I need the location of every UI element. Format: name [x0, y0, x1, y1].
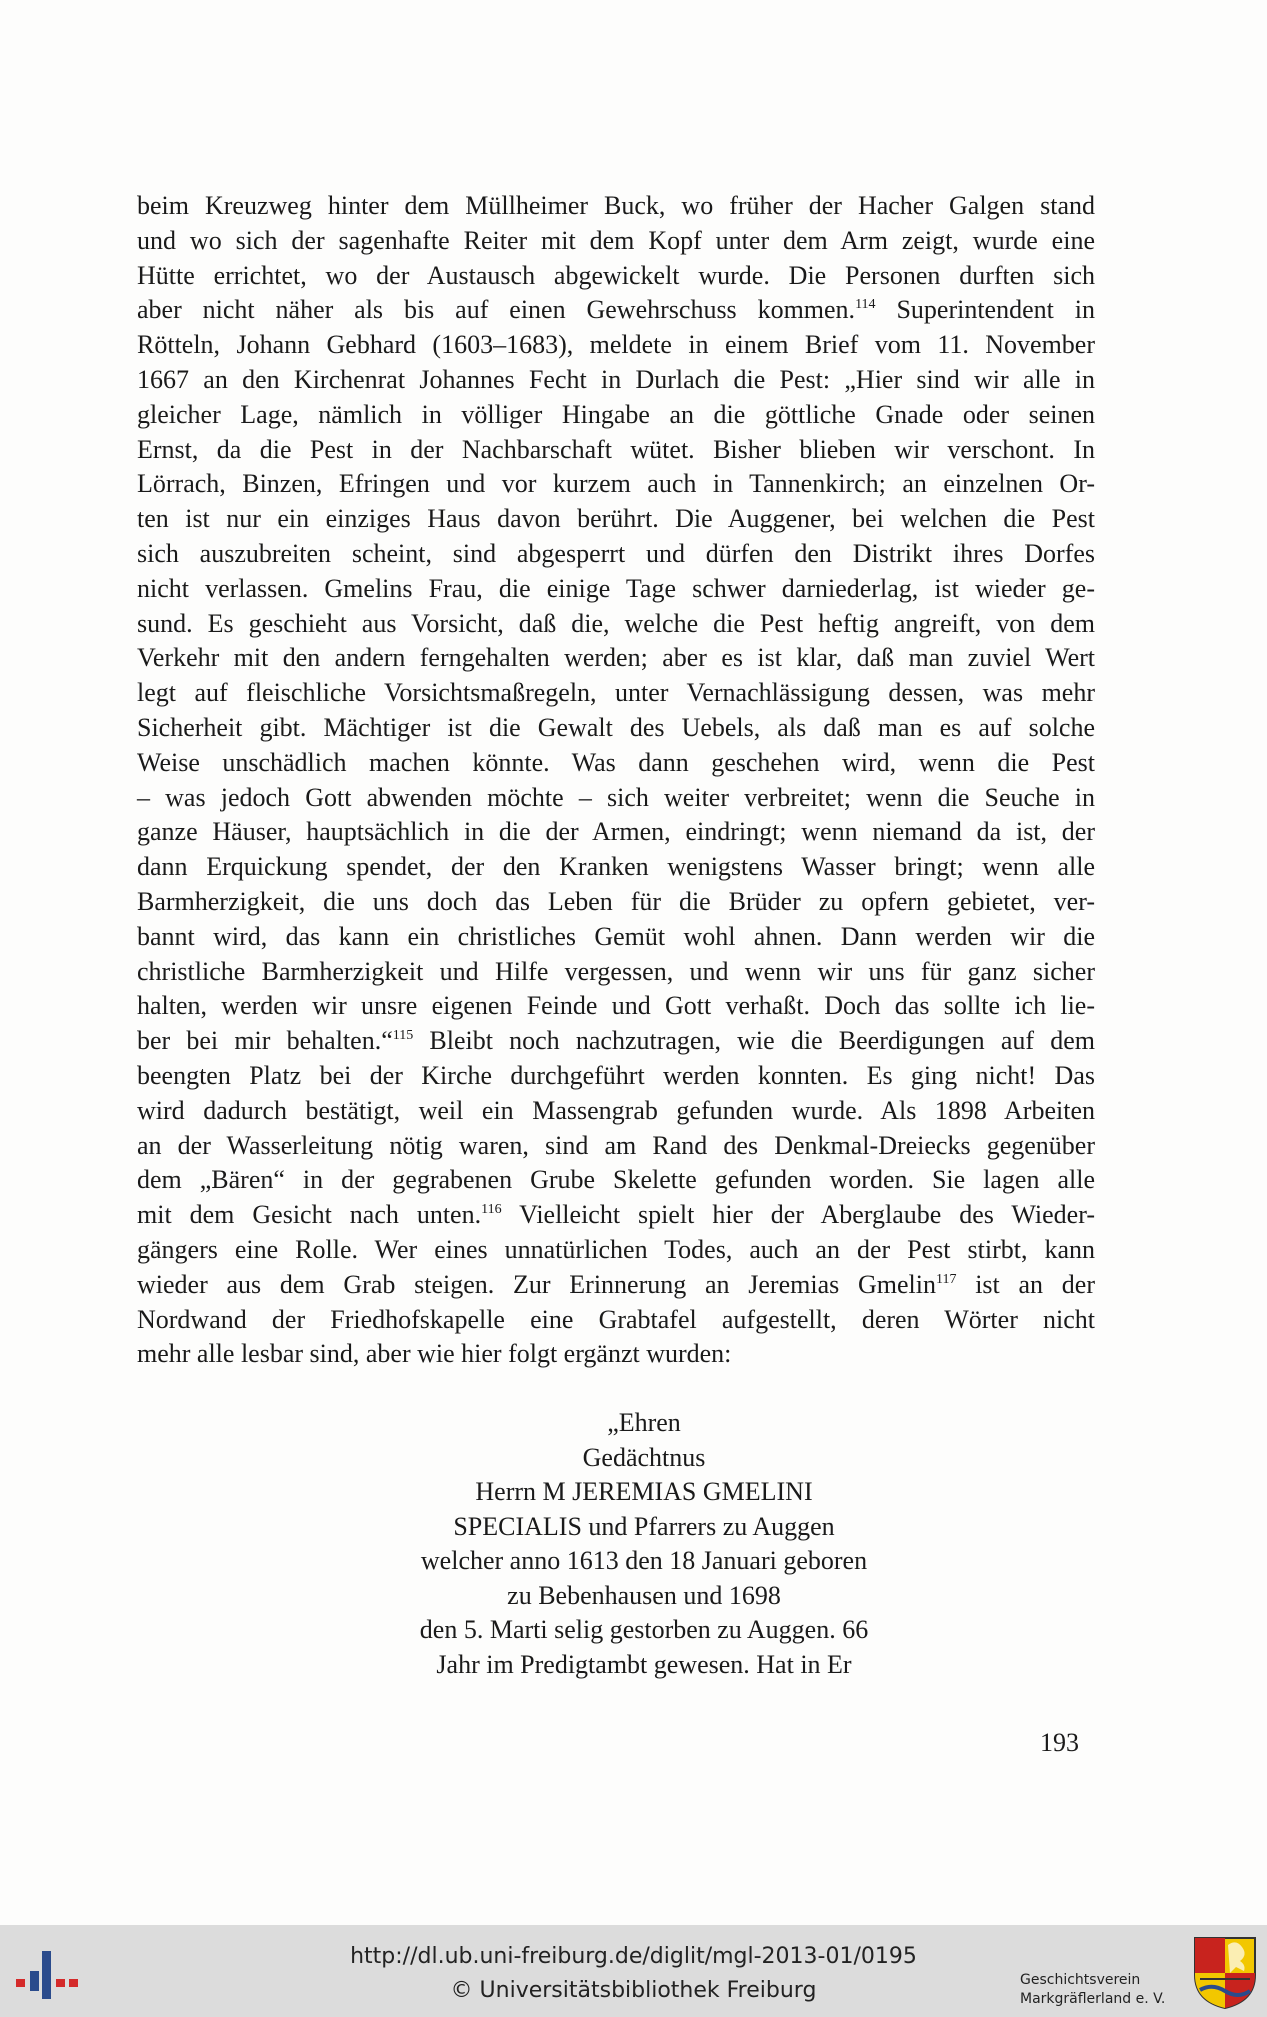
grave-inscription — [250, 1406, 1038, 1682]
footer-copyright: © Universitätsbibliothek Freiburg — [450, 1978, 817, 2003]
society-name — [1020, 1971, 1165, 2009]
society-name-line1: Geschichtsverein — [1020, 1972, 1141, 1988]
text-line: sund. Es geschieht aus Vorsicht, daß die, welche die Pest heftig angreift, von dem — [137, 608, 1095, 638]
text-line: wird dadurch bestätigt, weil ein Massengrab gefunden wurde. Als 1898 Arbeiten — [137, 1095, 1095, 1125]
inscription-line: Gedächtnus — [582, 1442, 706, 1472]
footnote-marker: 114 — [855, 297, 876, 313]
text-line: bannt wird, das kann ein christliches Gemüt wohl ahnen. Dann werden wir die — [137, 921, 1095, 951]
text-line: Sicherheit gibt. Mächtiger ist die Gewalt des Uebels, als daß man es auf solche — [137, 712, 1095, 742]
footer-url-link[interactable]: http://dl.ub.uni-freiburg.de/diglit/mgl-2013-01/0195 — [350, 1944, 917, 1969]
page-number: 193 — [1040, 1728, 1079, 1757]
text-line: gängers eine Rolle. Wer eines unnatürlichen Todes, auch an der Pest stirbt, kann — [137, 1234, 1095, 1264]
coat-of-arms-icon — [1192, 1935, 1258, 2011]
inscription-line: zu Bebenhausen und 1698 — [507, 1580, 781, 1610]
text-line: dem „Bären“ in der gegrabenen Grube Skelette gefunden worden. Sie lagen alle — [137, 1165, 1095, 1195]
text-line: Lörrach, Binzen, Efringen und vor kurzem auch in Tannenkirch; an einzelnen Or- — [137, 469, 1095, 499]
text-line: ten ist nur ein einziges Haus davon berührt. Die Auggener, bei welchen die Pest — [137, 504, 1095, 534]
footer-bar — [0, 1925, 1267, 2017]
text-line: Verkehr mit den andern ferngehalten werden; aber es ist klar, daß man zuviel Wert — [137, 643, 1095, 673]
inscription-line: den 5. Marti selig gestorben zu Auggen. 66 — [419, 1615, 869, 1644]
text-line: Rötteln, Johann Gebhard (1603–1683), meldete in einem Brief vom 11. November — [137, 330, 1095, 360]
inscription-line: SPECIALIS und Pfarrers zu Auggen — [453, 1511, 835, 1541]
text-line: beim Kreuzweg hinter dem Müllheimer Buck, wo früher der Hacher Galgen stand — [137, 191, 1095, 220]
footnote-marker: 117 — [935, 1271, 957, 1287]
text-line: – was jedoch Gott abwenden möchte – sich weiter verbreitet; wenn die Seuche in — [137, 782, 1095, 812]
text-line: an der Wasserleitung nötig waren, sind am Rand des Denkmal-Dreiecks gegenüber — [137, 1130, 1095, 1160]
text-line: ber bei mir behalten.“$^{115}$ Bleibt noch nachzutragen, wie die Beerdigungen auf dem — [137, 1026, 1095, 1056]
text-line: christliche Barmherzigkeit und Hilfe vergessen, und wenn wir uns für ganz sicher — [137, 956, 1095, 986]
text-line: Ernst, da die Pest in der Nachbarschaft wütet. Bisher blieben wir verschont. In — [137, 434, 1095, 464]
footnote-marker: 116 — [481, 1202, 502, 1218]
text-line: Barmherzigkeit, die uns doch das Leben für die Brüder zu opfern gebietet, ver- — [137, 886, 1095, 916]
inscription-line: „Ehren — [607, 1408, 681, 1437]
inscription-line: Jahr im Predigtambt gewesen. Hat in Er — [436, 1649, 852, 1679]
text-line: mehr alle lesbar sind, aber wie hier folgt ergänzt wurden: — [137, 1339, 732, 1369]
text-line: aber nicht näher als bis auf einen Gewehrschuss kommen.$^{114}$ Superintendent in — [137, 295, 1095, 325]
footnote-marker: 115 — [392, 1028, 414, 1044]
text-line: nicht verlassen. Gmelins Frau, die einige Tage schwer darniederlag, ist wieder ge- — [137, 573, 1095, 603]
text-line: gleicher Lage, nämlich in völliger Hingabe an die göttliche Gnade oder seinen — [137, 399, 1095, 429]
text-line: mit dem Gesicht nach unten.$^{116}$ Vielleicht spielt hier der Aberglaube des Wieder- — [137, 1200, 1096, 1230]
text-line: und wo sich der sagenhafte Reiter mit dem Kopf unter dem Arm zeigt, wurde eine — [137, 225, 1095, 255]
text-line: ganze Häuser, hauptsächlich in die der Armen, eindringt; wenn niemand da ist, der — [137, 817, 1095, 847]
inscription-line: Herrn M JEREMIAS GMELINI — [475, 1477, 813, 1506]
text-line: wieder aus dem Grab steigen. Zur Erinnerung an Jeremias Gmelin$^{117}$ ist an der — [137, 1269, 1095, 1299]
text-line: 1667 an den Kirchenrat Johannes Fecht in Durlach die Pest: „Hier sind wir alle in — [137, 364, 1095, 394]
body-text — [137, 189, 1095, 1372]
text-line: halten, werden wir unsre eigenen Feinde und Gott verhaßt. Doch das sollte ich lie- — [137, 991, 1095, 1021]
text-line: Nordwand der Friedhofskapelle eine Grabtafel aufgestellt, deren Wörter nicht — [137, 1304, 1095, 1334]
text-line: Hütte errichtet, wo der Austausch abgewickelt wurde. Die Personen durften sich — [137, 260, 1095, 290]
society-name-line2: Markgräflerland e. V. — [1020, 1991, 1166, 2007]
inscription-line: welcher anno 1613 den 18 Januari geboren — [420, 1546, 868, 1575]
text-line: sich auszubreiten scheint, sind abgesperrt und dürfen den Distrikt ihres Dorfes — [137, 538, 1095, 568]
text-line: Weise unschädlich machen könnte. Was dann geschehen wird, wenn die Pest — [137, 747, 1095, 777]
text-line: legt auf fleischliche Vorsichtsmaßregeln, unter Vernachlässigung dessen, was mehr — [137, 678, 1095, 708]
text-line: beengten Platz bei der Kirche durchgeführt werden konnten. Es ging nicht! Das — [137, 1060, 1095, 1090]
text-line: dann Erquickung spendet, der den Kranken wenigstens Wasser bringt; wenn alle — [137, 852, 1095, 882]
